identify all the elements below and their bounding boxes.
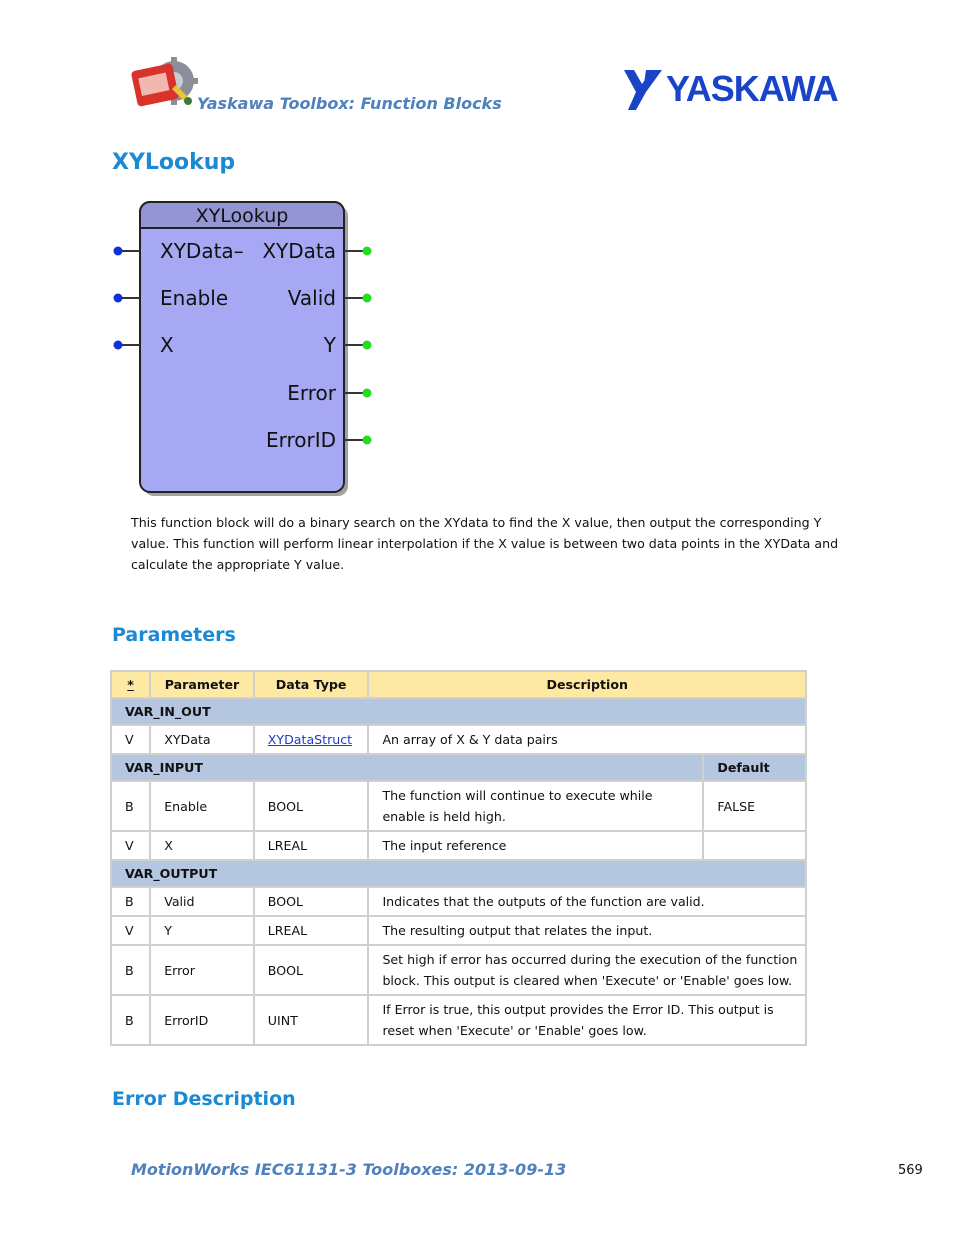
cell-name: Enable [151,782,253,830]
output-label: Error [287,381,336,405]
table-row [112,782,805,830]
cell-desc: The function will continue to execute while enable is held high. [369,782,702,830]
cell-desc: An array of X & Y data pairs [369,726,805,753]
cell-name: XYData [151,726,253,753]
default-header: Default [704,755,805,780]
group-row-input [112,755,805,780]
output-label: Valid [287,286,336,310]
cell-kind: B [112,888,149,915]
cell-kind: V [112,917,149,944]
cell-kind: V [112,726,149,753]
cell-desc: Indicates that the outputs of the function are valid. [369,888,805,915]
group-label: VAR_IN_OUT [112,699,805,724]
cell-kind: V [112,832,149,859]
cell-desc: Set high if error has occurred during the execution of the function block. This output is cleared when 'Execute' or 'Enable' goes low. [369,946,805,994]
col-description: Description [369,672,805,697]
cell-type: BOOL [255,888,368,915]
table-row [112,946,805,994]
output-pin-valid[interactable] [288,286,372,310]
input-label: X [160,333,174,357]
cell-default: FALSE [704,782,805,830]
input-label: Enable [160,286,229,310]
cell-desc: The input reference [369,832,702,859]
input-label: XYData– [160,239,244,263]
yaskawa-logo [622,66,844,112]
cell-desc: If Error is true, this output provides the Error ID. This output is reset when 'Execute' or 'Enable' goes low. [369,996,805,1044]
cell-kind: B [112,946,149,994]
cell-name: Y [151,917,253,944]
cell-type: BOOL [255,782,368,830]
output-label: XYData [262,239,336,263]
footer-text: MotionWorks IEC61131-3 Toolboxes: 2013-09-13 [131,1160,567,1179]
cell-desc: The resulting output that relates the input. [369,917,805,944]
cell-name: Error [151,946,253,994]
parameters-heading: Parameters [112,624,236,646]
output-pin-xydata[interactable] [262,239,371,263]
cell-default [704,832,805,859]
col-star: * [112,672,149,697]
group-row-output [112,861,805,886]
cell-name: X [151,832,253,859]
cell-name: ErrorID [151,996,253,1044]
output-label: Y [323,333,336,357]
cell-kind: B [112,782,149,830]
cell-type: LREAL [255,917,368,944]
table-row [112,888,805,915]
cell-kind: B [112,996,149,1044]
input-pin-xydata[interactable] [114,239,244,263]
page-number: 569 [898,1163,923,1178]
output-pin-errorid[interactable] [266,428,372,452]
output-label: ErrorID [265,428,336,452]
xydatastruct-link[interactable]: XYDataStruct [267,732,353,747]
header-title: Yaskawa Toolbox: Function Blocks [197,94,502,113]
col-data-type: Data Type [255,672,368,697]
cell-type: LREAL [255,832,368,859]
group-label: VAR_OUTPUT [112,861,805,886]
cell-type: BOOL [255,946,368,994]
table-row [112,996,805,1044]
col-parameter: Parameter [151,672,253,697]
input-pin-enable[interactable] [114,286,229,310]
table-row [112,832,805,859]
table-row [112,917,805,944]
cell-name: Valid [151,888,253,915]
cell-type: UINT [255,996,368,1044]
parameters-table [110,670,807,1046]
table-row [112,726,805,753]
output-pin-error[interactable] [287,381,371,405]
group-row-in-out [112,699,805,724]
group-label: VAR_INPUT [112,755,702,780]
error-description-heading: Error Description [112,1088,296,1110]
intro-paragraph: This function block will do a binary search on the XYdata to find the X value, then output the corresponding Y value. This function will perform linear interpolation if the X value is between two data points in the XYData and calculate the appropriate Y value. [131,515,839,572]
function-block-name: XYLookup [195,205,289,227]
function-block-diagram [108,198,378,498]
table-header-row [112,672,805,697]
page-title: XYLookup [112,150,236,175]
yaskawa-brand-text: YASKAWA [666,68,838,109]
toolbox-logo-icon [130,55,200,111]
